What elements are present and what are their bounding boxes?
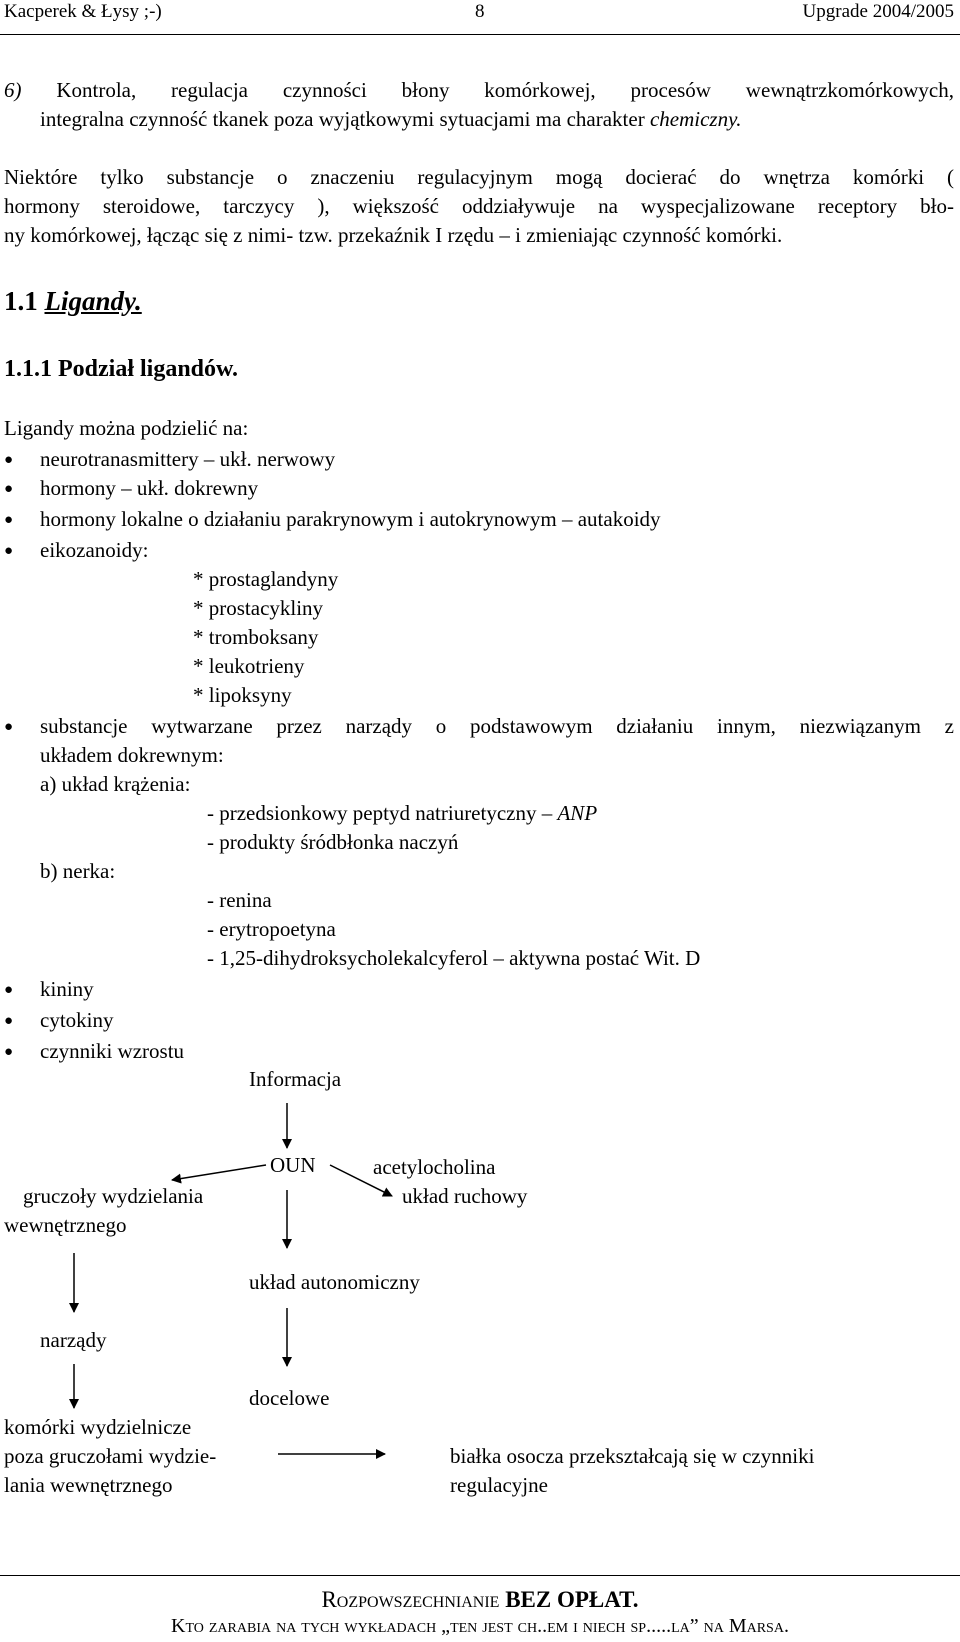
abbreviation: ANP: [557, 801, 598, 825]
paragraph-line: Kontrola, regulacja czynności błony komórkowej, procesów wewnątrzkomórkowych,: [56, 78, 954, 102]
list-item: czynniki wzrostu: [40, 1039, 185, 1063]
footer-bold: BEZ OPŁAT.: [505, 1587, 639, 1612]
bullet-icon: ●: [4, 1044, 14, 1060]
list-item: eikozanoidy:: [40, 538, 149, 562]
sub-list-item: * lipoksyny: [193, 683, 292, 707]
sub-list-item: - 1,25-dihydroksycholekalcyferol – aktywna postać Wit. D: [207, 946, 701, 970]
footer-divider: [0, 1575, 960, 1576]
diagram-bialka: regulacyjne: [450, 1473, 548, 1497]
diagram-docelowe: docelowe: [249, 1386, 330, 1410]
footer-text: Rozpowszechnianie: [321, 1587, 506, 1612]
diagram-komorki: poza gruczołami wydzie-: [4, 1444, 217, 1468]
paragraph-number: 6): [4, 78, 22, 102]
bullet-icon: ●: [4, 452, 14, 468]
bullet-icon: ●: [4, 1013, 14, 1029]
arrow-oun-gruczoly: [172, 1165, 266, 1180]
list-item-line: układem dokrewnym:: [40, 743, 224, 767]
emphasis: chemiczny.: [649, 107, 742, 131]
list-item-line: substancje wytwarzane przez narządy o podstawowym działaniu innym, niezwiązanym z: [40, 714, 954, 738]
sub-list-item: - erytropoetyna: [207, 917, 336, 941]
paragraph-line: integralna czynność tkanek poza wyjątkowymi sytuacjami ma charakter: [40, 107, 650, 131]
diagram-komorki: lania wewnętrznego: [4, 1473, 173, 1497]
sub-list-item: * prostaglandyny: [193, 567, 339, 591]
list-item: kininy: [40, 977, 94, 1001]
arrow-oun-ruchowy: [330, 1165, 392, 1196]
header-left: Kacperek & Łysy ;-): [4, 1, 162, 22]
sub-list-text: - przedsionkowy peptyd natriuretyczny –: [207, 801, 558, 825]
page-number: 8: [475, 1, 485, 22]
list-item: cytokiny: [40, 1008, 114, 1032]
diagram-uklad-ruchowy: układ ruchowy: [402, 1184, 528, 1208]
bullet-icon: ●: [4, 543, 14, 559]
diagram-informacja: Informacja: [249, 1067, 342, 1091]
diagram-uklad-autonomiczny: układ autonomiczny: [249, 1270, 420, 1294]
sub-list-label: a) układ krążenia:: [40, 772, 191, 796]
sub-list-item: - renina: [207, 888, 272, 912]
footer-line-1: [0, 1588, 960, 1611]
footer-line-2: Kto zarabia na tych wykładach „ten jest ch..em i niech sp.....la” na Marsa.: [171, 1615, 789, 1637]
list-item: neurotranasmittery – ukł. nerwowy: [40, 447, 336, 471]
diagram-komorki: komórki wydzielnicze: [4, 1415, 192, 1439]
section-number: 1.1: [4, 286, 38, 316]
paragraph-line: hormony steroidowe, tarczycy ), większość oddziaływuje na wyspecjalizowane receptory bło-: [4, 194, 954, 218]
paragraph-line: ny komórkowej, łącząc się z nimi- tzw. przekaźnik I rzędu – i zmieniając czynność komórki.: [4, 223, 783, 247]
sub-list-item: - produkty śródbłonka naczyń: [207, 830, 459, 854]
diagram-narzady: narządy: [40, 1328, 107, 1352]
sub-list-item: * leukotrieny: [193, 654, 305, 678]
list-item: hormony lokalne o działaniu parakrynowym i autokrynowym – autakoidy: [40, 507, 661, 531]
bullet-icon: ●: [4, 719, 14, 735]
diagram-oun: OUN: [270, 1153, 316, 1177]
list-item: hormony – ukł. dokrewny: [40, 476, 259, 500]
paragraph-line: Niektóre tylko substancje o znaczeniu regulacyjnym mogą docierać do wnętrza komórki (: [4, 165, 954, 189]
diagram-bialka: białka osocza przekształcają się w czynniki: [450, 1444, 815, 1468]
diagram-gruczoly: gruczoły wydzielania: [23, 1184, 204, 1208]
diagram-gruczoly: wewnętrznego: [4, 1213, 127, 1237]
diagram-acetylocholina: acetylocholina: [373, 1155, 496, 1179]
bullet-icon: ●: [4, 481, 14, 497]
sub-list-label: b) nerka:: [40, 859, 116, 883]
sub-list-item: * prostacykliny: [193, 596, 324, 620]
intro-text: Ligandy można podzielić na:: [4, 416, 249, 440]
section-title: Ligandy.: [44, 286, 142, 316]
header-right: Upgrade 2004/2005: [802, 1, 954, 22]
bullet-icon: ●: [4, 512, 14, 528]
bullet-icon: ●: [4, 982, 14, 998]
subsection-heading: 1.1.1 Podział ligandów.: [4, 356, 239, 382]
sub-list-item: * tromboksany: [193, 625, 319, 649]
